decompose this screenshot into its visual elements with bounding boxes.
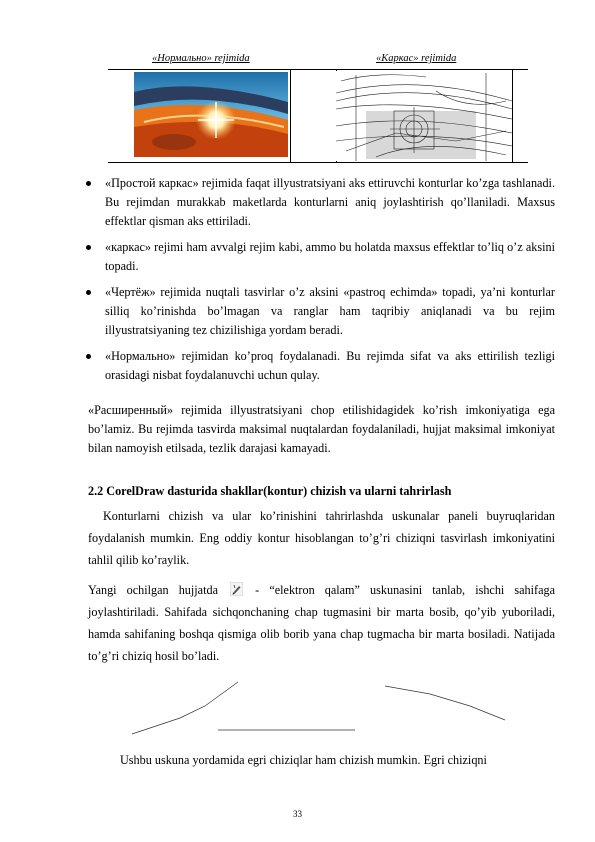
list-item	[88, 238, 555, 276]
table-divider	[512, 70, 513, 162]
paragraph-pen-tool	[88, 579, 555, 667]
list-item-text: «Нормально» rejimidan ko’proq foydalanadi. Bu rejimda sifat va aks ettirilish tezligi orasidagi nisbat foydalanuvchi uchun qulay.	[105, 349, 555, 382]
paragraph-contours: Konturlarni chizish va ular ko’rinishini tahrirlashda uskunalar paneli buyruqlaridan foydalanish mumkin. Eng oddiy kontur hisoblangan to’g’ri chiziqni tasvirlash imkoniyatini tahlil qilib ko’raylik.	[88, 509, 555, 567]
pen-tool-icon	[230, 581, 243, 595]
list-item-text: «Простой каркас» rejimida faqat illyustratsiyani aks ettiruvchi konturlar ko’zga tashlanadi. Bu rejimdan murakkab maketlarda konturlarni aniq joylashtirish qo’llaniladi. Maxsus effektlar qisman aks ettiriladi.	[105, 176, 555, 228]
table-divider	[290, 70, 291, 162]
section-heading: 2.2 CorelDraw dasturida shakllar(kontur) chizish va ularni tahrirlash	[88, 484, 452, 498]
list-item	[88, 174, 555, 231]
page-number: 33	[293, 809, 302, 819]
display-mode-list	[88, 174, 555, 392]
caption-wireframe-mode: «Каркас» rejimida	[376, 53, 457, 64]
list-item-text: «Чертёж» rejimida nuqtali tasvirlar o’z aksini «pastroq echimda» topadi, ya’ni konturlar silliq ko’rinishda bo’lmagan va ranglar ham taqribiy aniqlanadi va bu rejim illyustratsiyaning tez chizilishiga yordam beradi.	[105, 285, 555, 337]
figure-captions	[108, 53, 528, 69]
line-examples-illustration	[130, 676, 510, 736]
list-item	[88, 283, 555, 340]
figure-table	[108, 69, 528, 163]
caption-normal-mode: «Нормально» rejimida	[152, 53, 250, 64]
normal-mode-illustration	[134, 72, 288, 157]
list-item	[88, 347, 555, 385]
pen-paragraph-end: - “elektron qalam” uskunasini tanlab, ishchi sahifaga joylashtiriladi. Sahifada sichqonchaning chap tugmasini bir marta bosib, qo’yib yuboriladi, hamda sahifaning boshqa qismiga olib borib yana chap tugmacha bir marta bosiladi. Natijada to’g’ri chiziq hosil bo’ladi.	[88, 583, 555, 663]
paragraph-extended-mode: «Расширенный» rejimida illyustratsiyani chop etilishidagidek ko’rish imkoniyatiga ega bo’lamiz. Bu rejimda tasvirda maksimal nuqtalardan foydalaniladi, hujjat maksimal imkoniyat bilan namoyish etilsada, tezlik darajasi kamayadi.	[88, 403, 555, 455]
pen-paragraph-start: Yangi ochilgan hujjatda	[88, 583, 218, 597]
list-item-text: «каркас» rejimi ham avvalgi rejim kabi, ammo bu holatda maxsus effektlar to’liq o’z aksini topadi.	[105, 240, 555, 273]
paragraph-curves: Ushbu uskuna yordamida egri chiziqlar ham chizish mumkin. Egri chiziqni	[120, 753, 487, 767]
wireframe-mode-illustration	[336, 71, 512, 161]
